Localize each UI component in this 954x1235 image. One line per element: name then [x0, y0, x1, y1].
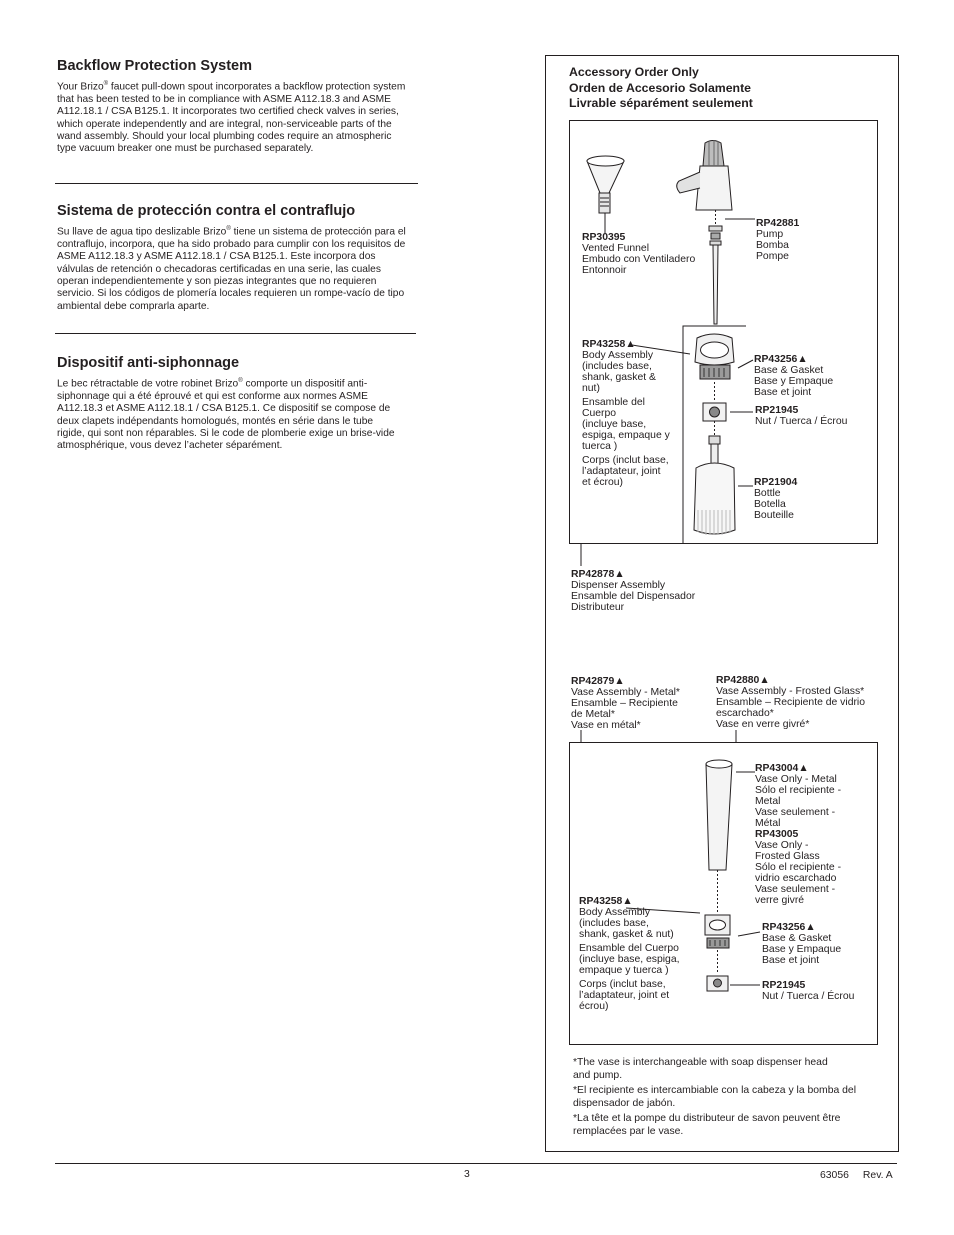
accessory-heading: Accessory Order Only Orden de Accesorio Solamente Livrable séparément seulement	[569, 65, 753, 110]
body-assembly-drawing	[695, 334, 734, 436]
part-label-rp43004: RP43004▲ Vase Only - Metal Sólo el recipiente - Metal Vase seulement - Métal RP43005 Vase Only - Frosted Glass Sólo el recipiente - vidrio escarchado Vase seulement - verre givré	[755, 763, 842, 906]
part-label-rp21904: RP21904 Bottle Botella Bouteille	[754, 477, 798, 521]
part-label-rp43256-vase: RP43256▲ Base & Gasket Base y Empaque Base et joint	[762, 922, 842, 966]
note-fr: *La tête et la pompe du distributeur de savon peuvent être remplacées par le vase.	[573, 1113, 841, 1137]
part-label-rp43258-vase: RP43258▲ Body Assembly (includes base, shank, gasket & nut) Ensamble del Cuerpo (incluye base, espiga, empaque y tuerca ) Corps (inclut base, l’adaptateur, joint et écrou)	[579, 896, 680, 1012]
part-label-rp43258: RP43258▲ Body Assembly (includes base, shank, gasket & nut) Ensamble del Cuerpo (incluye base, espiga, empaque y tuerca ) Corps (inclut base, l’adaptateur, joint et écrou)	[582, 339, 670, 488]
section-body: Le bec rétractable de votre robinet Brizo® comporte un dispositif anti-siphonnage qui a été éprouvé et qui est conforme aux normes ASME A112.18.3 et ASME A112.18.1 / CSA B125.1. Ce dispositif se compose de deux clapets indépendants homologués, montés en série dans le tube rigide, qui sont non réparables. Si le code de plomberie exige un brise-vide atmosphérique, vous devez l’acheter séparément.	[57, 378, 395, 452]
footer-rule	[55, 1163, 897, 1164]
note-es: *El recipiente es intercambiable con la cabeza y la bomba del dispensador de jabón.	[573, 1085, 857, 1109]
page-number: 3	[464, 1169, 470, 1180]
section-title: Sistema de protección contra el contraflujo	[57, 203, 356, 219]
funnel-drawing	[587, 156, 624, 213]
doc-number: 63056 Rev. A	[820, 1170, 893, 1181]
part-label-rp42879: RP42879▲ Vase Assembly - Metal* Ensamble – Recipiente de Metal* Vase en métal*	[571, 676, 680, 731]
part-label-rp21945-vase: RP21945 Nut / Tuerca / Écrou	[762, 980, 855, 1002]
part-label-rp21945: RP21945 Nut / Tuerca / Écrou	[755, 405, 848, 427]
part-label-rp42881: RP42881 Pump Bomba Pompe	[756, 218, 800, 262]
section-title: Dispositif anti-siphonnage	[57, 355, 240, 371]
part-label-rp30395: RP30395 Vented Funnel Embudo con Ventiladero Entonnoir	[582, 232, 696, 276]
section-body: Your Brizo® faucet pull-down spout incorporates a backflow protection system that has been tested to be in compliance with ASME A112.18.3 and ASME A112.18.1 / CSA B125.1. It incorporates two certified check valves in series, which operate independently and are integral, non-serviceable parts of the wand assembly. Should your local plumbing codes require an atmospheric type vacuum breaker one must be purchased separately.	[57, 81, 406, 155]
section-title: Backflow Protection System	[57, 58, 252, 74]
bottle-drawing	[694, 436, 735, 535]
part-label-rp43256: RP43256▲ Base & Gasket Base y Empaque Base et joint	[754, 354, 834, 398]
section-body: Su llave de agua tipo deslizable Brizo® tiene un sistema de protección para el contraflujo, incorpora, que ha sido probado para cumplir con los requisitos de ASME A112.18.3 y ASME A112.18.1 / CSA B125.1. Este incorpora dos válvulas de retención o checadoras certificadas en una serie, las cuales operan independientemente y son piezas integrantes que no requieren servicio. Si los códigos de plomería locales requieren un rompe-vacío de tipo ambiental debe comprarla aparte.	[57, 226, 406, 312]
part-label-rp42880: RP42880▲ Vase Assembly - Frosted Glass* Ensamble – Recipiente de vidrio escarchado* Vase en verre givré*	[716, 675, 866, 730]
vase-drawing	[705, 760, 732, 991]
note-en: *The vase is interchangeable with soap dispenser head and pump.	[573, 1057, 828, 1081]
interchangeable-notes	[573, 1056, 883, 1138]
part-label-rp42878: RP42878▲ Dispenser Assembly Ensamble del Dispensador Distributeur	[571, 569, 696, 613]
